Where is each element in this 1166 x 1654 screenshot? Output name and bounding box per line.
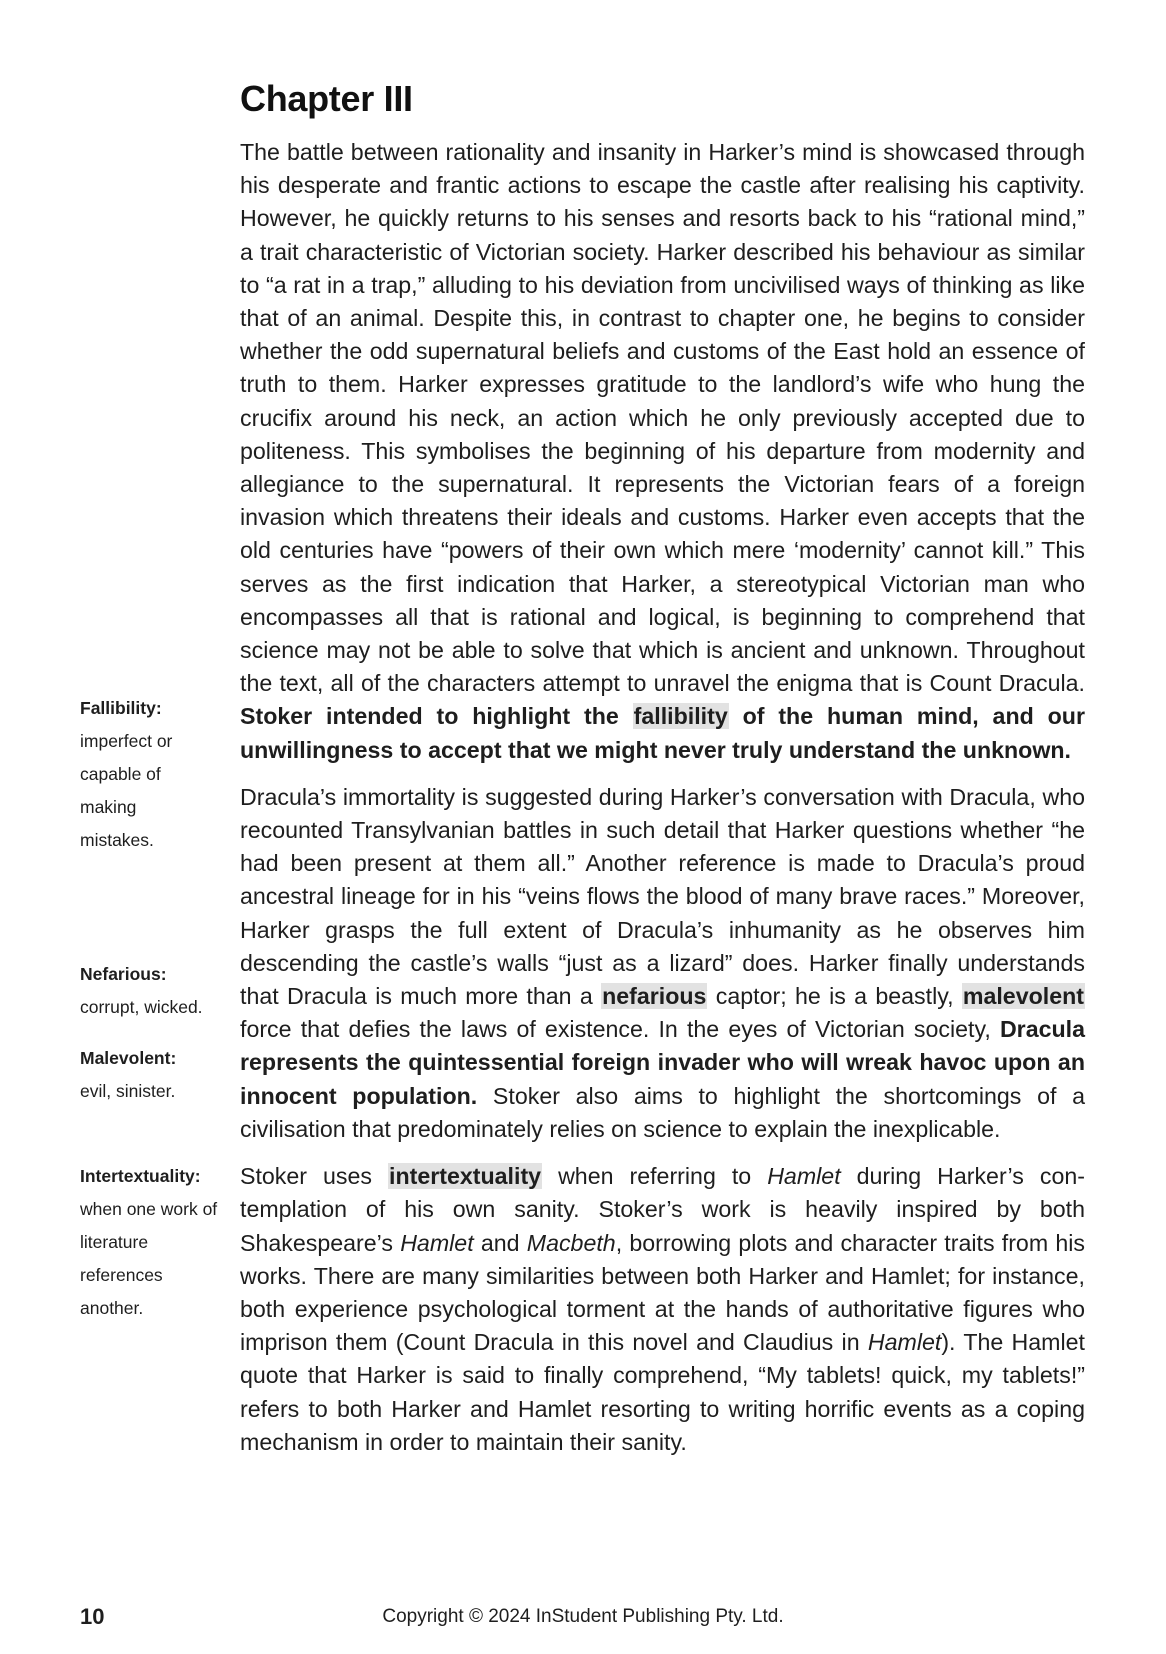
copyright-notice: Copyright © 2024 InStudent Publishing Pty. Ltd.: [382, 1606, 784, 1627]
glossary-term: Fallibility:: [80, 698, 162, 718]
glossary-definition: corrupt, wicked.: [80, 997, 203, 1017]
highlighted-term: nefarious: [602, 983, 707, 1010]
highlighted-term: malevolent: [962, 983, 1084, 1010]
italic-title: Hamlet: [767, 1163, 841, 1190]
page-footer: [0, 1604, 1166, 1634]
body-text: during Harker’s contemplation of his own sanity. Stoker’s work is heavily inspired by both Shakespeare’s: [240, 1163, 1085, 1256]
body-text: ). The Hamlet quote that Harker is said to finally comprehend, “My tablets! quick, my tablets!” refers to both Harker and Hamlet resorting to writing horrific events as a coping mechanism in order to maintain their sanity.: [240, 1329, 1085, 1455]
paragraph: [240, 781, 1085, 1146]
bold-text: Dracula represents the quintessential foreign invader who will wreak havoc upon an innocent population.: [240, 1016, 1085, 1109]
body-text: when referring to: [542, 1163, 768, 1190]
glossary-term: Nefarious:: [80, 964, 167, 984]
body-text: force that defies the laws of existence. In the eyes of Victorian society,: [240, 1016, 1000, 1043]
page-number: 10: [80, 1604, 105, 1629]
glossary-term: Intertextuality:: [80, 1166, 201, 1186]
glossary-entry-malevolent: [80, 1042, 230, 1108]
glossary-definition: evil, sinister.: [80, 1081, 176, 1101]
chapter-title: Chapter III: [240, 78, 413, 119]
italic-title: Hamlet: [867, 1329, 942, 1356]
paragraph: [240, 136, 1085, 767]
main-text: [240, 136, 1085, 1473]
glossary-entry-fallibility: [80, 692, 230, 857]
body-text: , borrowing plots and character traits from his works. There are many similarities between both Harker and Hamlet; for instance, both experience psychological torment at the hands of authoritative figures who imprison them (Count Dracula in this novel and Claudius in: [240, 1229, 1085, 1356]
bold-text: Stoker intended to highlight the: [240, 703, 633, 730]
bold-text: of the human mind, and our unwillingness to accept that we might never truly understand the unknown.: [240, 703, 1085, 763]
highlighted-term: intertextuality: [389, 1163, 542, 1190]
glossary-definition: imperfect or capable of making mistakes.: [80, 731, 173, 850]
highlighted-term: fallibility: [633, 703, 728, 730]
italic-title: Macbeth: [526, 1229, 616, 1256]
paragraph: [240, 1160, 1085, 1459]
glossary-term: Malevolent:: [80, 1048, 177, 1068]
body-text: and: [473, 1229, 527, 1256]
glossary-definition: when one work of literature references another.: [80, 1199, 218, 1318]
body-text: Dracula’s immortality is suggested during Harker’s conversation with Dracula, who recounted Transylvanian battles in such detail that Harker questions whether “he had been present at them all.” Another reference is made to Dracula’s proud ancestral lineage for in his “veins flows the blood of many brave races.” Moreover, Harker grasps the full extent of Dracula’s inhumanity as he observes him descending the castle’s walls “just as a lizard” does. Harker finally understands that Dracula is much more than a: [240, 783, 1085, 1010]
body-text: Stoker also aims to highlight the shortcomings of a civilisation that predominately relies on science to explain the inexplicable.: [240, 1082, 1086, 1142]
body-text: captor; he is a beastly,: [707, 983, 962, 1010]
body-text: The battle between rationality and insanity in Harker’s mind is showcased through his desperate and frantic actions to escape the castle after realising his captivity. However, he quickly returns to his senses and resorts back to his “rational mind,” a trait characteristic of Victorian society. Harker described his behaviour as similar to “a rat in a trap,” alluding to his deviation from uncivilised ways of thinking as like that of an animal. Despite this, in contrast to chapter one, he begins to consider whether the odd supernatural beliefs and customs of the East hold an essence of truth to them. Harker expresses gratitude to the landlord’s wife who hung the crucifix around his neck, an action which he only previously accepted due to politeness. This symbolises the beginning of his departure from modernity and allegiance to the supernatural. It represents the Victorian fears of a foreign invasion which threatens their ideals and customs. Harker even accepts that the old centuries have “powers of their own which mere ‘modernity’ cannot kill.” This serves as the first indication that Harker, a stereotypical Victorian man who encompasses all that is rational and logical, is beginning to comprehend that science may not be able to solve that which is ancient and unknown. Throughout the text, all of the characters attempt to unravel the enigma that is Count Dracula.: [240, 139, 1085, 697]
italic-title: Hamlet: [400, 1229, 474, 1256]
glossary-entry-nefarious: [80, 958, 230, 1024]
body-text: Stoker uses: [240, 1163, 389, 1190]
glossary-entry-intertextuality: [80, 1160, 230, 1325]
